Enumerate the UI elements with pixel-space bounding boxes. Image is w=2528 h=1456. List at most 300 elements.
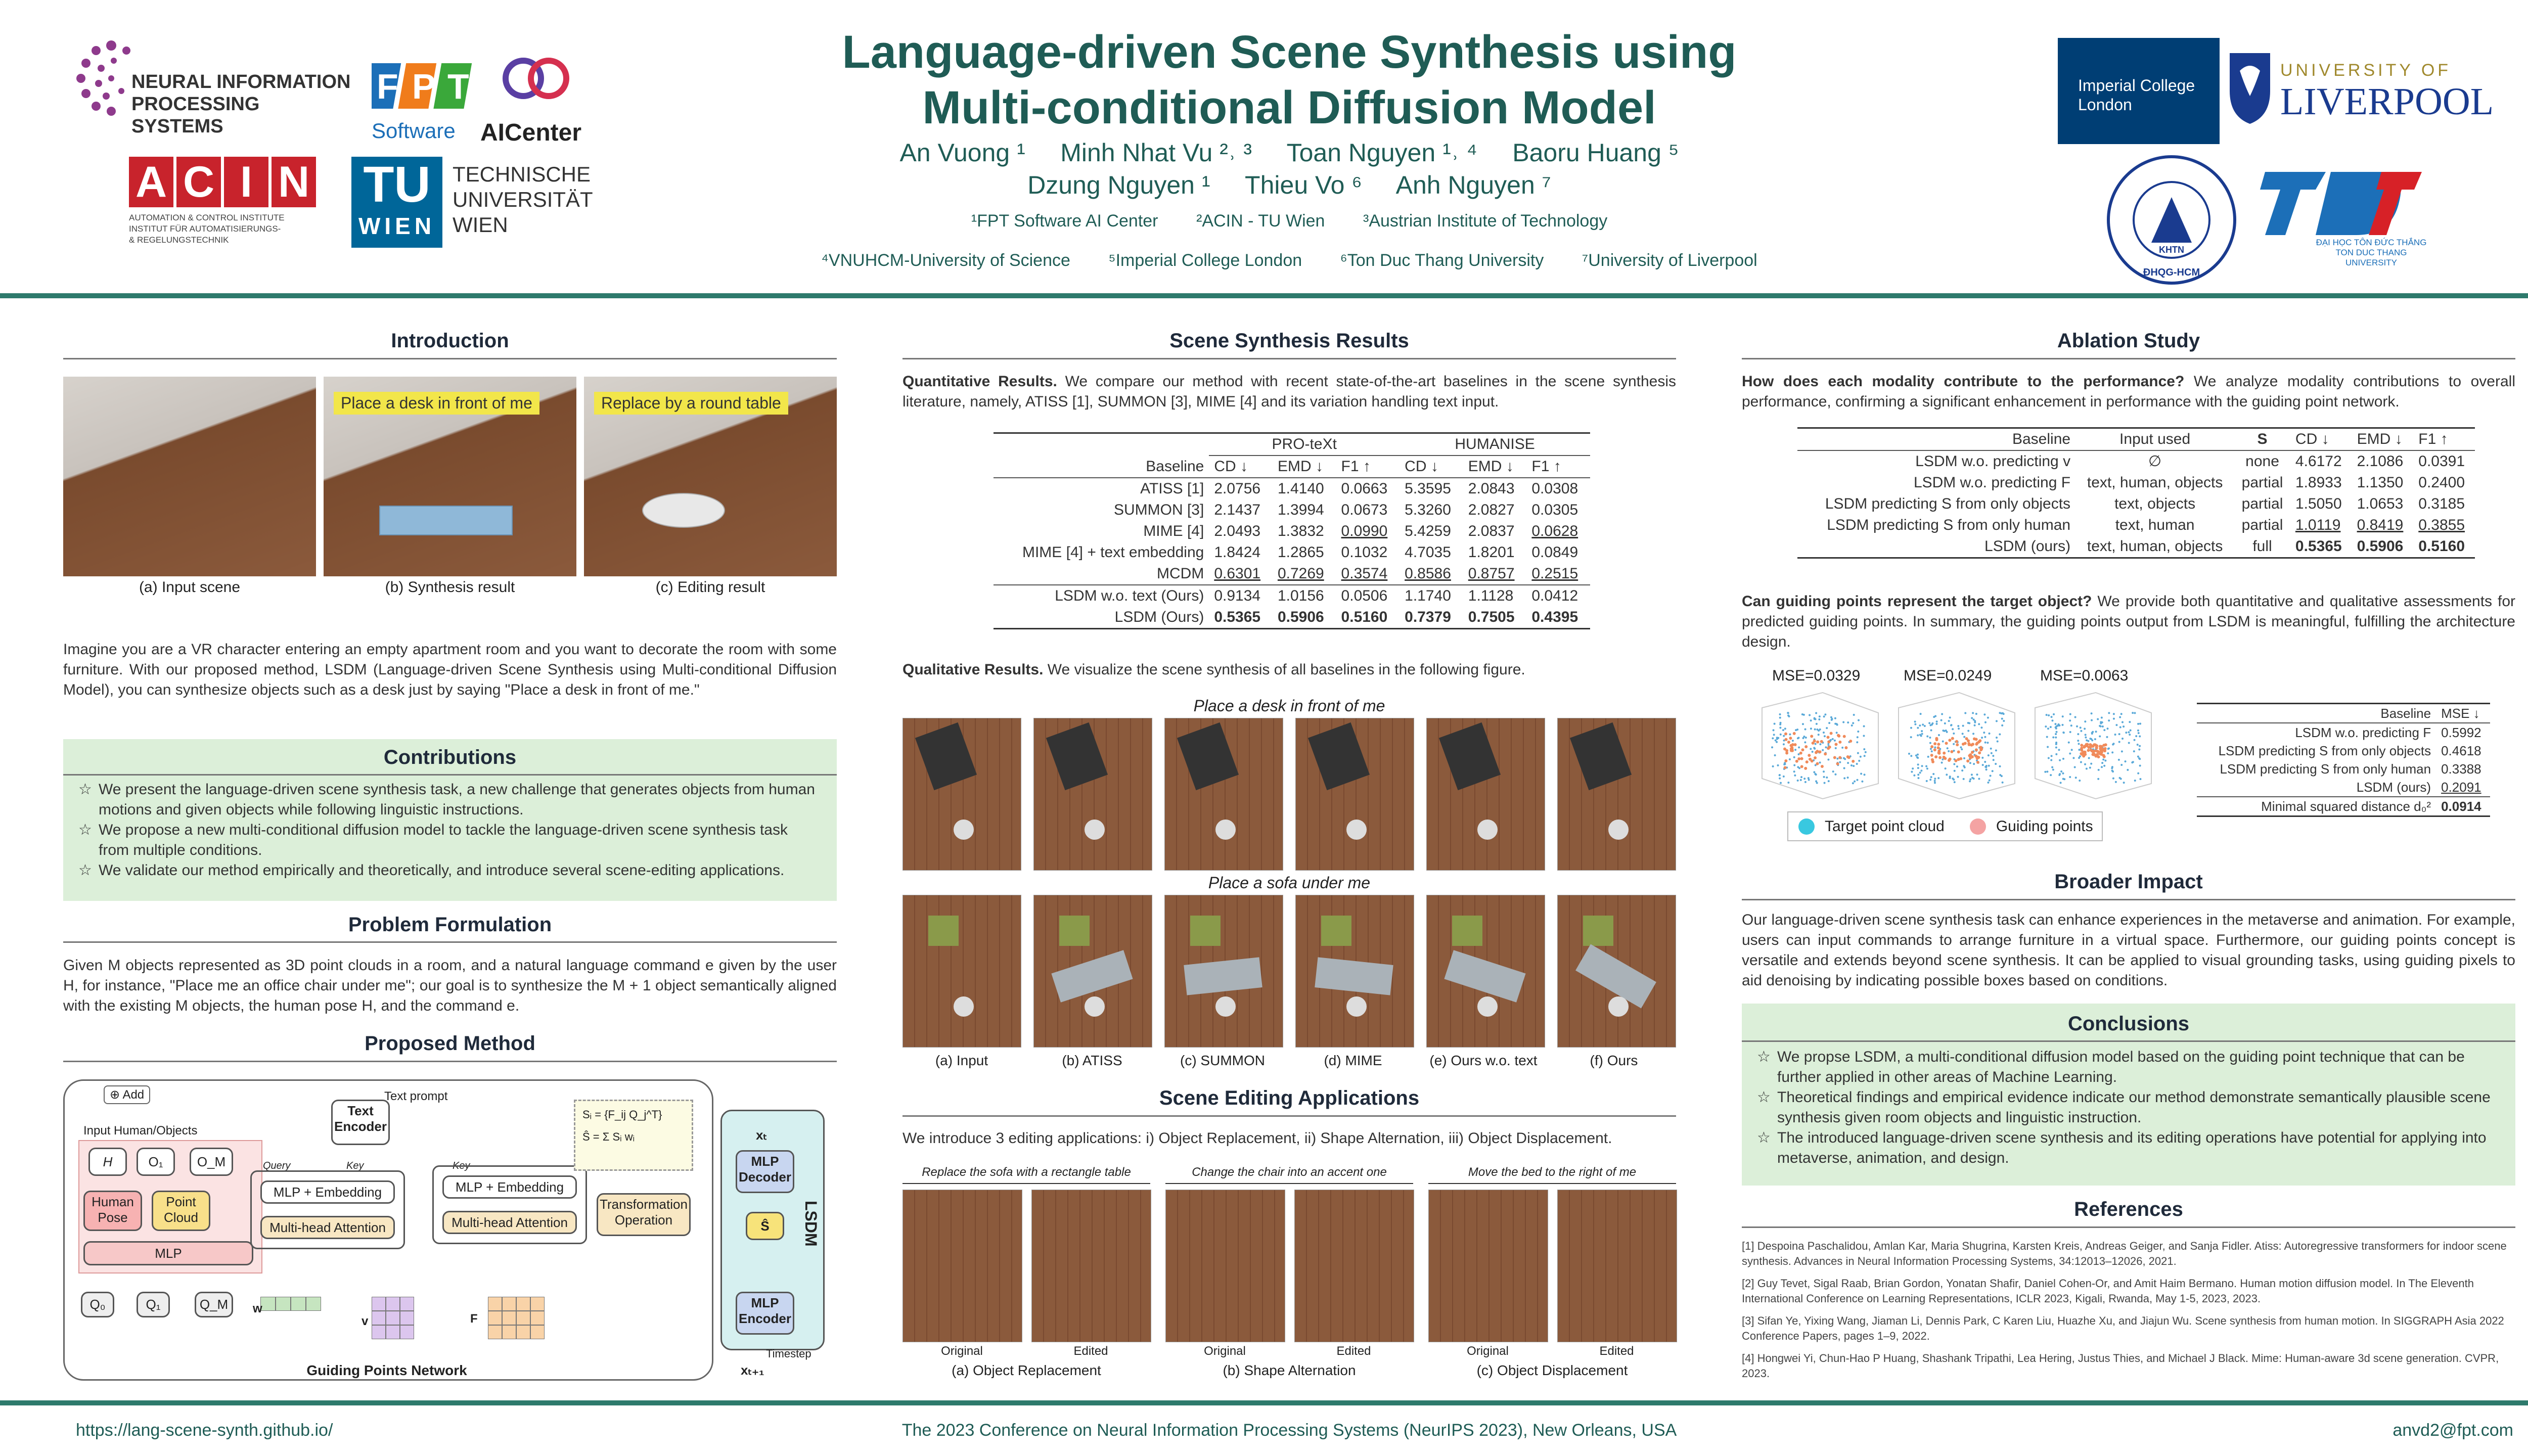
target-point [1954,770,1956,772]
table-cell: 0.4395 [1531,609,1578,625]
guiding-point [1970,744,1973,747]
target-point [1860,756,1862,758]
target-point [2113,713,2115,715]
target-point [1789,758,1791,760]
table-cell: 0.7379 [1405,609,1451,625]
target-point [2138,749,2140,751]
guiding-point [1969,756,1972,759]
target-point [2053,713,2055,715]
table-row [1797,472,2475,493]
guiding-point [1971,751,1974,754]
guiding-point [1789,737,1792,740]
problem-title: Problem Formulation [348,914,552,936]
target-point [2100,721,2102,723]
qual-image [1033,718,1152,871]
qual-image [1426,895,1545,1048]
guiding-point [1784,733,1787,736]
target-point [2087,740,2089,742]
target-point [1854,781,1856,783]
target-point [1810,727,1812,730]
table-cell: 0.0849 [1531,544,1578,561]
target-point [2079,780,2081,782]
star-icon: ☆ [78,781,92,798]
target-point [1853,714,1855,716]
tuwien-text: TECHNISCHE UNIVERSITÄT WIEN [453,162,593,237]
ablation-title: Ablation Study [2057,330,2200,352]
edit-caption: (a) Object Replacement [952,1362,1101,1378]
edit-prompt: Change the chair into an accent one [1192,1165,1387,1179]
target-point [2119,716,2121,718]
acin-logo: A C I N AUTOMATION & CONTROL INSTITUTE INSTITUT FÜR AUTOMATISIERUNGS- & REGELUNGSTECHNIK [129,157,331,258]
table-cell: 5.3595 [1405,480,1451,497]
guiding-point [1800,765,1803,768]
furniture-shape [1321,916,1351,946]
target-point [1920,769,1922,771]
target-point [1836,732,1838,734]
target-point [2003,720,2005,722]
project-link[interactable]: https://lang-scene-synth.github.io/ [76,1421,333,1440]
target-point [1999,734,2001,736]
sofa-shape [1184,957,1262,995]
target-point [2058,774,2060,776]
guiding-point [1844,746,1847,749]
target-point [1834,774,1836,776]
row-label: MIME [4] + text embedding [1022,544,1204,561]
target-point [1812,751,1814,753]
table-cell: 1.1350 [2357,474,2404,491]
target-point [1852,722,1854,724]
guiding-point [2087,749,2090,752]
target-point [2075,777,2077,779]
guiding-point [1979,748,1982,751]
target-point [1946,731,1948,733]
target-point [2121,738,2124,740]
intro-caption-a: (a) Input scene [139,579,241,596]
impact-title: Broader Impact [2054,871,2203,893]
editing-figure [902,1165,1676,1388]
table-cell: 0.5160 [2418,538,2465,555]
target-point [1984,742,1987,744]
guiding-point [1973,738,1976,741]
target-point [1857,731,1859,733]
target-point [2130,730,2132,732]
table-row [1797,493,2475,515]
col-header: F1 ↑ [2418,431,2448,447]
target-point [1913,775,1915,777]
target-point [2044,771,2046,773]
target-point [2055,753,2057,755]
target-point [2069,753,2071,755]
target-point [2137,755,2139,757]
table-cell: partial [2241,517,2283,533]
table-cell: 2.0837 [1468,523,1515,539]
ablation-q2: Can guiding points represent the target object? We provide both quantitative and qualitative assessments for predicted guiding points. In summary, the guiding points output from LSDM is meaningful, fulfilling the architecture design. [1742,593,2516,650]
guiding-point [1977,756,1980,759]
guiding-point [1967,739,1970,742]
mse-last-value: 0.0914 [2441,799,2481,814]
target-point [1815,712,1817,714]
target-point [2046,770,2048,772]
target-point [1776,741,1778,743]
target-point [1839,761,1841,763]
target-point [1798,746,1800,748]
target-point [1917,727,1919,729]
table-cell: 2.1437 [1214,502,1261,518]
row-label: MIME [4] [1143,523,1204,539]
edit-sublabel: Edited [1336,1344,1371,1358]
target-point [1963,765,1965,767]
target-point [1917,735,1919,737]
imperial-text: Imperial College London [2078,76,2195,114]
target-point [1804,741,1806,743]
guiding-point [1785,738,1788,741]
qual-caption: (d) MIME [1324,1053,1382,1068]
target-point [1779,717,1781,719]
target-point [2097,778,2099,780]
conclusions-title: Conclusions [2067,1013,2190,1035]
intro-image-synthesis [324,377,576,576]
row-label: LSDM (ours) [2356,780,2431,795]
target-point [1793,770,1795,772]
row-label: LSDM (Ours) [1114,609,1204,625]
target-point [1810,748,1812,750]
target-point [2128,742,2130,744]
guiding-point [1816,762,1819,765]
target-point [1826,727,1828,729]
target-point [1921,765,1923,767]
target-point [1944,730,1946,732]
target-point [2115,781,2117,783]
table-cell: ∅ [2148,453,2162,470]
edit-prompt: Move the bed to the right of me [1468,1165,1637,1179]
table-cell: 0.0628 [1531,523,1578,539]
target-point [2139,745,2141,747]
aicenter-text: AICenter [480,119,582,146]
target-point [1822,749,1824,751]
target-point [2121,721,2124,723]
target-point [2137,744,2139,746]
target-point [2118,733,2120,735]
edit-sublabel: Edited [1073,1344,1108,1358]
qual-caption: (c) SUMMON [1180,1053,1265,1068]
target-point [1910,736,1912,738]
target-point [1917,774,1919,776]
target-point [2077,740,2079,742]
guiding-point [1937,746,1940,749]
target-point [2106,736,2108,738]
target-point [2060,782,2062,784]
qual-image [1557,895,1676,1048]
target-point [1793,756,1795,758]
target-point [1793,764,1795,766]
target-point [2062,758,2064,760]
row-label: LSDM predicting S from only human [1827,517,2071,533]
target-point [1803,714,1805,716]
target-point [1978,723,1980,725]
editing-title: Scene Editing Applications [1159,1087,1420,1109]
row-label: MCDM [1157,565,1204,582]
human-figure [1085,820,1105,840]
target-point [2119,777,2121,779]
table-cell: 0.5906 [1277,609,1324,625]
target-point [1780,722,1782,724]
q0-box: Q₀ [81,1292,114,1317]
human-figure [1608,996,1629,1017]
target-point [1850,764,1853,766]
reference-item: [2] Guy Tevet, Sigal Raab, Brian Gordon, Yonatan Shafir, Daniel Cohen-Or, and Amit Haim Bermano. Human motion diffusion model. In The Eleventh International Conference on Learning Representations, ICLR 2023, Kigali, Rwanda, May 1-5, 2023, 2023. [1742,1277,2474,1305]
target-point [1814,729,1816,731]
target-point [1818,734,1820,736]
table-cell: 1.0653 [2357,495,2404,512]
target-point [2088,757,2090,759]
target-point [1984,761,1986,763]
sofa-shape [1444,950,1525,1002]
target-point [1772,765,1774,767]
target-point [1952,778,1954,780]
target-point [2106,727,2108,730]
guiding-point [2099,745,2102,748]
target-point [2112,778,2114,780]
star-icon: ☆ [1757,1049,1771,1065]
target-point [2091,732,2093,734]
target-point [1834,740,1836,742]
table-cell: 0.5906 [2357,538,2404,555]
intro-caption-b: (b) Synthesis result [385,579,515,596]
table-row [2197,742,2490,760]
plot-frame [1762,693,1878,799]
target-point [1824,782,1826,784]
table-cell: 0.0663 [1341,480,1388,497]
target-point [2048,757,2050,759]
target-point [2069,713,2071,715]
target-point [1797,737,1799,739]
target-point [1804,728,1807,730]
target-point [1827,759,1829,761]
target-point [1934,715,1936,717]
method-title: Proposed Method [365,1032,535,1055]
target-point [1956,765,1958,767]
target-point [2080,761,2082,763]
target-point [1974,720,1976,722]
qual-caption: (b) ATISS [1062,1053,1122,1068]
guiding-point [2083,745,2086,748]
text-prompt-label: Text prompt [384,1089,448,1103]
target-point [2074,716,2076,718]
table-cell: 0.2400 [2418,474,2465,491]
target-point [1978,778,1980,780]
guiding-point [2080,747,2083,750]
desk-shape [379,506,513,535]
target-point [1937,777,1939,779]
target-point [1847,762,1849,764]
target-point [1774,754,1776,756]
target-point [1999,765,2001,767]
target-point [1982,764,1984,766]
furniture-shape [1583,916,1613,946]
target-point [2131,761,2133,763]
table-cell: 2.0756 [1214,480,1261,497]
target-point [1843,757,1845,759]
imperial-logo [2058,38,2220,144]
guiding-point [1978,739,1981,742]
mha-2: Multi-head Attention [442,1211,577,1234]
s-equations: Sᵢ = {F_ij Q_j^T} Ŝ = Σ Sᵢ wᵢ [574,1100,693,1171]
target-point [1860,772,1862,775]
target-point [2084,728,2086,730]
furniture-shape [1308,722,1370,790]
target-point [2079,755,2081,757]
xt1-label: xₜ₊₁ [741,1362,764,1378]
target-point [1930,729,1932,731]
table-cell: 0.0412 [1531,587,1578,604]
target-point [2115,724,2117,726]
row-label: ATISS [1] [1140,480,1204,497]
target-point [2097,718,2099,720]
qual-caption: (a) Input [935,1053,988,1068]
contact-email[interactable]: anvd2@fpt.com [2392,1421,2513,1440]
table-row [994,542,1590,563]
target-point [2058,749,2060,751]
col-header: EMD ↓ [2357,431,2403,447]
target-point [1910,727,1912,729]
target-point [2001,718,2003,720]
target-point [1841,747,1843,749]
target-point [2104,759,2106,761]
target-point [2048,714,2050,716]
col-header: CD ↓ [2295,431,2329,447]
target-point [1794,775,1796,777]
guiding-point [1812,742,1815,745]
mse-label: MSE=0.0249 [1904,667,1992,684]
col-header: EMD ↓ [1277,458,1323,475]
guiding-point [1834,743,1837,746]
affiliations-line2: ⁴VNUHCM-University of Science ⁵Imperial College London ⁶Ton Duc Thang University ⁷University of Liverpool [821,251,1757,270]
qual-image [1295,895,1414,1048]
col-header: Baseline [2012,431,2071,447]
mse-label: MSE=0.0329 [1772,667,1861,684]
col-header: MSE ↓ [2441,706,2480,721]
table-cell: text, objects [2114,495,2196,512]
table-cell: 1.3832 [1277,523,1324,539]
col-header: Baseline [1146,458,1204,475]
guiding-point [1793,732,1796,735]
table-cell: 0.4618 [2441,743,2481,758]
target-point [2139,722,2141,724]
svg-text:ĐHQG-HCM: ĐHQG-HCM [2143,267,2200,278]
col-header: EMD ↓ [1468,458,1514,475]
target-point [2134,780,2136,782]
table-row [2197,723,2490,742]
guiding-point [1784,759,1787,762]
target-point [1803,778,1805,780]
f-matrix [488,1297,545,1339]
sofa-shape [1315,957,1393,995]
human-figure [1346,996,1367,1017]
guiding-point [1804,767,1807,770]
guiding-point [1937,743,1940,746]
table-row [994,563,1590,585]
target-point [2076,725,2078,727]
table-cell: 1.3994 [1277,502,1324,518]
reference-item: [1] Despoina Paschalidou, Amlan Kar, Maria Shugrina, Karsten Kreis, Andreas Geiger, and Sanja Fidler. Atiss: Autoregressive transformers for indoor scene synthesis. Advances in Neural Information Processing Systems, 34:12013–12026, 2021. [1742,1240,2507,1267]
target-point [1985,766,1987,768]
guiding-point [2093,749,2096,752]
target-point [2055,743,2057,745]
timestep-label: Timestep [766,1347,811,1360]
target-point [1967,722,1969,724]
table-cell: 5.4259 [1405,523,1451,539]
target-point [1988,765,1990,767]
target-point [1971,774,1973,776]
impact-rule [1742,899,2515,900]
edit-caption: (b) Shape Alternation [1223,1362,1356,1378]
target-point [1823,770,1825,772]
target-point [1963,757,1965,759]
furniture-shape [915,722,977,790]
target-point [1949,716,1951,718]
target-point [2051,766,2053,768]
target-point [1919,734,1921,736]
table-row [1797,536,2475,557]
guiding-point [1811,759,1814,762]
table-cell: 0.8586 [1405,565,1451,582]
furniture-shape [1177,722,1239,790]
target-point [1953,743,1955,745]
target-point [2132,712,2134,714]
target-point [1930,748,1932,750]
target-point [1775,739,1777,741]
target-point [2057,723,2059,725]
col-header: F1 ↑ [1531,458,1561,475]
target-point [2099,725,2101,727]
human-figure [1085,996,1105,1017]
target-point [2138,757,2140,759]
target-point [1808,777,1810,779]
target-point [1856,763,1858,765]
table-cell: 0.3185 [2418,495,2465,512]
table-cell: partial [2241,495,2283,512]
target-point [2108,712,2110,714]
target-point [1995,749,1997,751]
target-point [1783,735,1785,737]
legend-target: Target point cloud [1825,817,1945,835]
target-point [1944,722,1946,724]
conference-text: The 2023 Conference on Neural Information Processing Systems (NeurIPS 2023), New Orleans, USA [901,1421,1677,1440]
edit-image [902,1190,1022,1342]
qual-paragraph: Qualitative Results. We visualize the scene synthesis of all baselines in the following figure. [902,661,1525,678]
target-point [1995,763,1997,765]
guiding-point [1819,750,1822,753]
liverpool-text: LIVERPOOL [2280,80,2494,123]
liverpool-logo [2227,51,2494,131]
guiding-point [2086,743,2089,746]
guiding-point [1838,741,1841,744]
target-point [1832,770,1834,772]
guiding-point [1827,736,1830,739]
target-point [2089,738,2091,740]
guiding-point [1816,741,1819,744]
target-point [1858,760,1860,762]
table-cell: 0.2091 [2441,780,2481,795]
edit-image [1294,1190,1414,1342]
table-cell: 2.0493 [1214,523,1261,539]
target-point [1816,723,1818,725]
target-point [2001,724,2003,726]
target-point [1976,774,1978,776]
table-row [994,499,1590,521]
human-figure [1477,996,1498,1017]
target-point [1852,782,1854,784]
